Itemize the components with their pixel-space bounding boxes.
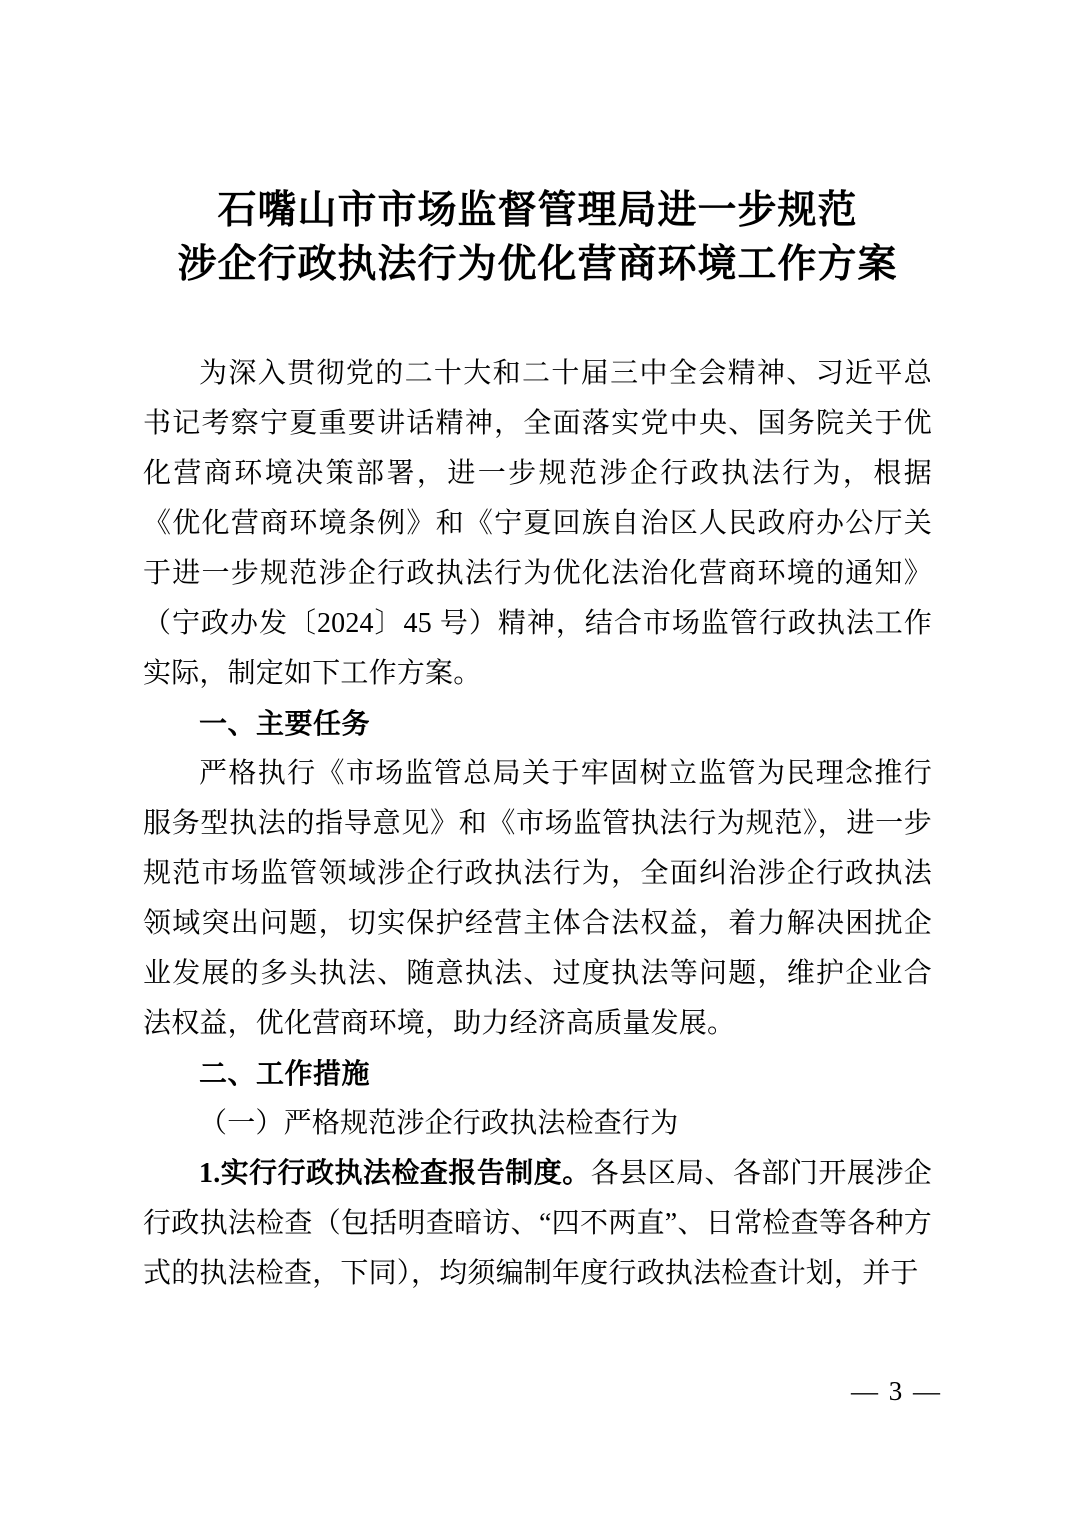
item-1-body: 各县区局、各部门开展涉企行政执法检查（包括明查暗访、“四不两直”、日常检查等各种方式的执法检查，下同），均须编制年度行政执法检查计划，并于 [143, 1158, 932, 1289]
item-1-paragraph [143, 1149, 932, 1299]
page-number: — 3 — [851, 1376, 942, 1406]
document-title-line-1: 石嘴山市市场监督管理局进一步规范 [217, 189, 858, 232]
intro-paragraph: 为深入贯彻党的二十大和二十届三中全会精神、习近平总书记考察宁夏重要讲话精神，全面落实党中央、国务院关于优化营商环境决策部署，进一步规范涉企行政执法行为，根据《优化营商环境条例》和《宁夏回族自治区人民政府办公厅关于进一步规范涉企行政执法行为优化法治化营商环境的通知》（宁政办发〔2024〕45 号）精神，结合市场监管行政执法工作实际，制定如下工作方案。 [143, 358, 932, 689]
subsection-heading-enforcement-inspection: （一）严格规范涉企行政执法检查行为 [199, 1108, 679, 1139]
document-body [143, 349, 932, 1299]
section-heading-main-tasks: 一、主要任务 [199, 708, 371, 739]
document-content [143, 0, 932, 1299]
document-title [143, 0, 932, 292]
item-1-lead: 1.实行行政执法检查报告制度。 [199, 1158, 591, 1189]
main-tasks-paragraph: 严格执行《市场监管总局关于牢固树立监管为民理念推行服务型执法的指导意见》和《市场监管执法行为规范》，进一步规范市场监管领域涉企行政执法行为，全面纠治涉企行政执法领域突出问题，切实保护经营主体合法权益，着力解决困扰企业发展的多头执法、随意执法、过度执法等问题，维护企业合法权益，优化营商环境，助力经济高质量发展。 [143, 758, 932, 1039]
section-heading-work-measures: 二、工作措施 [199, 1058, 371, 1089]
document-title-line-2: 涉企行政执法行为优化营商环境工作方案 [177, 243, 898, 286]
